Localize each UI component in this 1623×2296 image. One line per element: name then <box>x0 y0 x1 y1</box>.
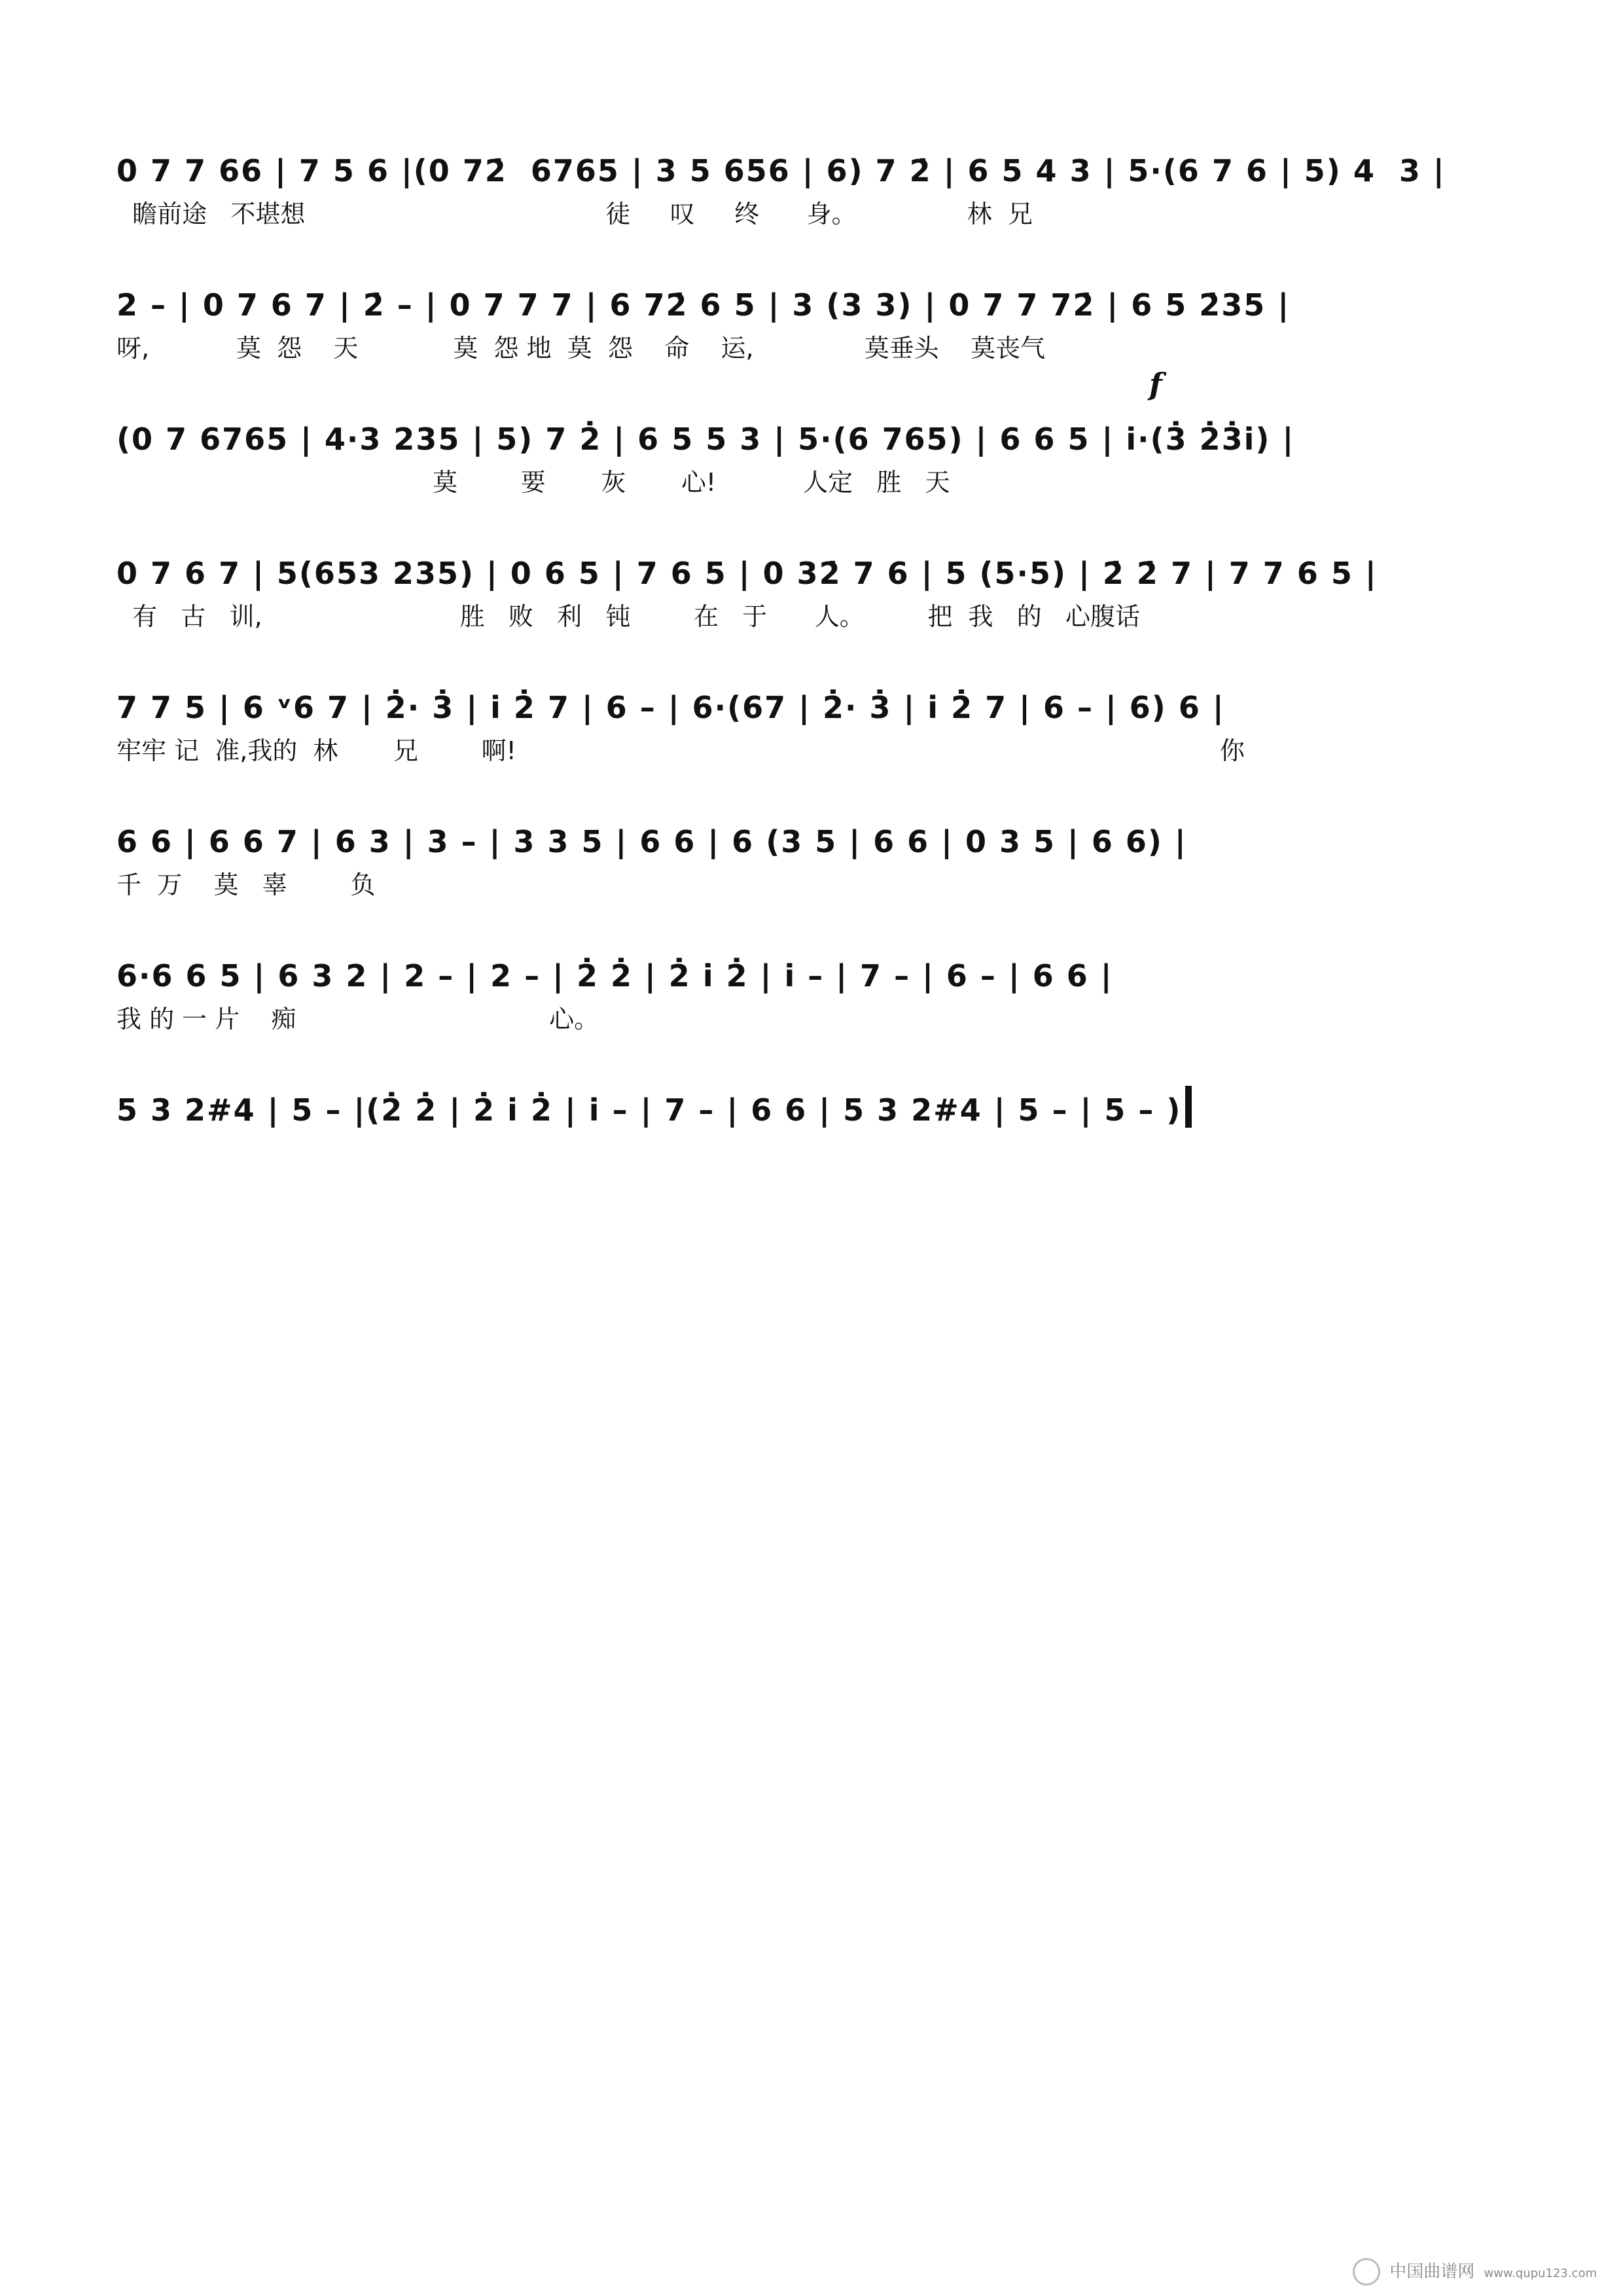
lyric-line: 我 的 一 片 痴 心。 <box>116 1004 599 1033</box>
watermark-logo-icon <box>1353 2258 1380 2286</box>
final-barline <box>1185 1086 1192 1128</box>
notation-line: 0 7 7 66 | 7 5 6 |(0 72̇ 6765 | 3 5 656 | 6) 7 2̇ | 6 5 4 3 | 5·(6 7 6 | 5) 4 3 | <box>116 153 1446 188</box>
score-system-1 <box>116 131 1543 234</box>
score-system-5 <box>116 668 1543 771</box>
score-system-3 <box>116 367 1543 503</box>
score-system-6 <box>116 802 1543 905</box>
watermark-url: www.qupu123.com <box>1484 2266 1597 2280</box>
score-system-8 <box>116 1070 1543 1128</box>
notation-line <box>116 1070 1543 1128</box>
notation-line: 7 7 5 | 6 ᵛ6 7 | 2̇· 3̇ | i 2̇ 7 | 6 – | 6·(67 | 2̇· 3̇ | i 2̇ 7 | 6 – | 6) 6 | <box>116 690 1225 725</box>
score-system-7 <box>116 936 1543 1039</box>
notation-text: 5 3 2#4 | 5 – |(2̇ 2̇ | 2̇ i 2̇ | i – | 7 – | 6 6 | 5 3 2#4 | 5 – | 5 – ) <box>116 1092 1182 1128</box>
score-system-2 <box>116 265 1543 368</box>
lyric-line: 呀, 莫 怨 天 莫 怨 地 莫 怨 命 运, 莫垂头 莫丧气 <box>116 333 1046 363</box>
notation-line: 6·6 6 5 | 6 3 2 | 2 – | 2 – | 2̇ 2̇ | 2̇ i 2̇ | i – | 7 – | 6 – | 6 6 | <box>116 958 1113 994</box>
dynamic-forte-mark: f <box>1149 367 1162 402</box>
watermark-text: 中国曲谱网 <box>1389 2261 1475 2282</box>
notation-line: 2 – | 0 7 6 7 | 2̇ – | 0 7 7 7 | 6 72̇ 6 5 | 3 (3 3) | 0 7 7 72̇ | 6 5 2̇35 | <box>116 287 1291 323</box>
notation-line: (0 7 6765 | 4·3 235 | 5) 7 2̇ | 6 5 5 3 | 5·(6 765) | 6 6 5 | i·(3̇ 2̇3̇i) | <box>116 422 1295 457</box>
lyric-line: 莫 要 灰 心! 人定 胜 天 <box>116 467 950 497</box>
lyric-line: 牢牢 记 准,我的 林 兄 啊! 你 <box>116 736 1245 765</box>
site-watermark <box>1353 2258 1597 2286</box>
lyric-line: 瞻前途 不堪想 徒 叹 终 身。 林 兄 <box>116 199 1033 228</box>
notation-line: 6 6 | 6 6 7 | 6 3 | 3 – | 3 3 5 | 6 6 | 6 (3 5 | 6 6 | 0 3 5 | 6 6) | <box>116 824 1187 859</box>
lyric-line: 千 万 莫 辜 负 <box>116 870 376 899</box>
score-system-4 <box>116 533 1543 637</box>
lyric-line: 有 古 训, 胜 败 利 钝 在 于 人。 把 我 的 心腹话 <box>116 601 1141 631</box>
notation-line: 0 7 6 7 | 5(653 235) | 0 6 5 | 7 6 5 | 0 32̇ 7 6 | 5 (5·5) | 2̇ 2̇ 7 | 7 7 6 5 | <box>116 556 1378 591</box>
